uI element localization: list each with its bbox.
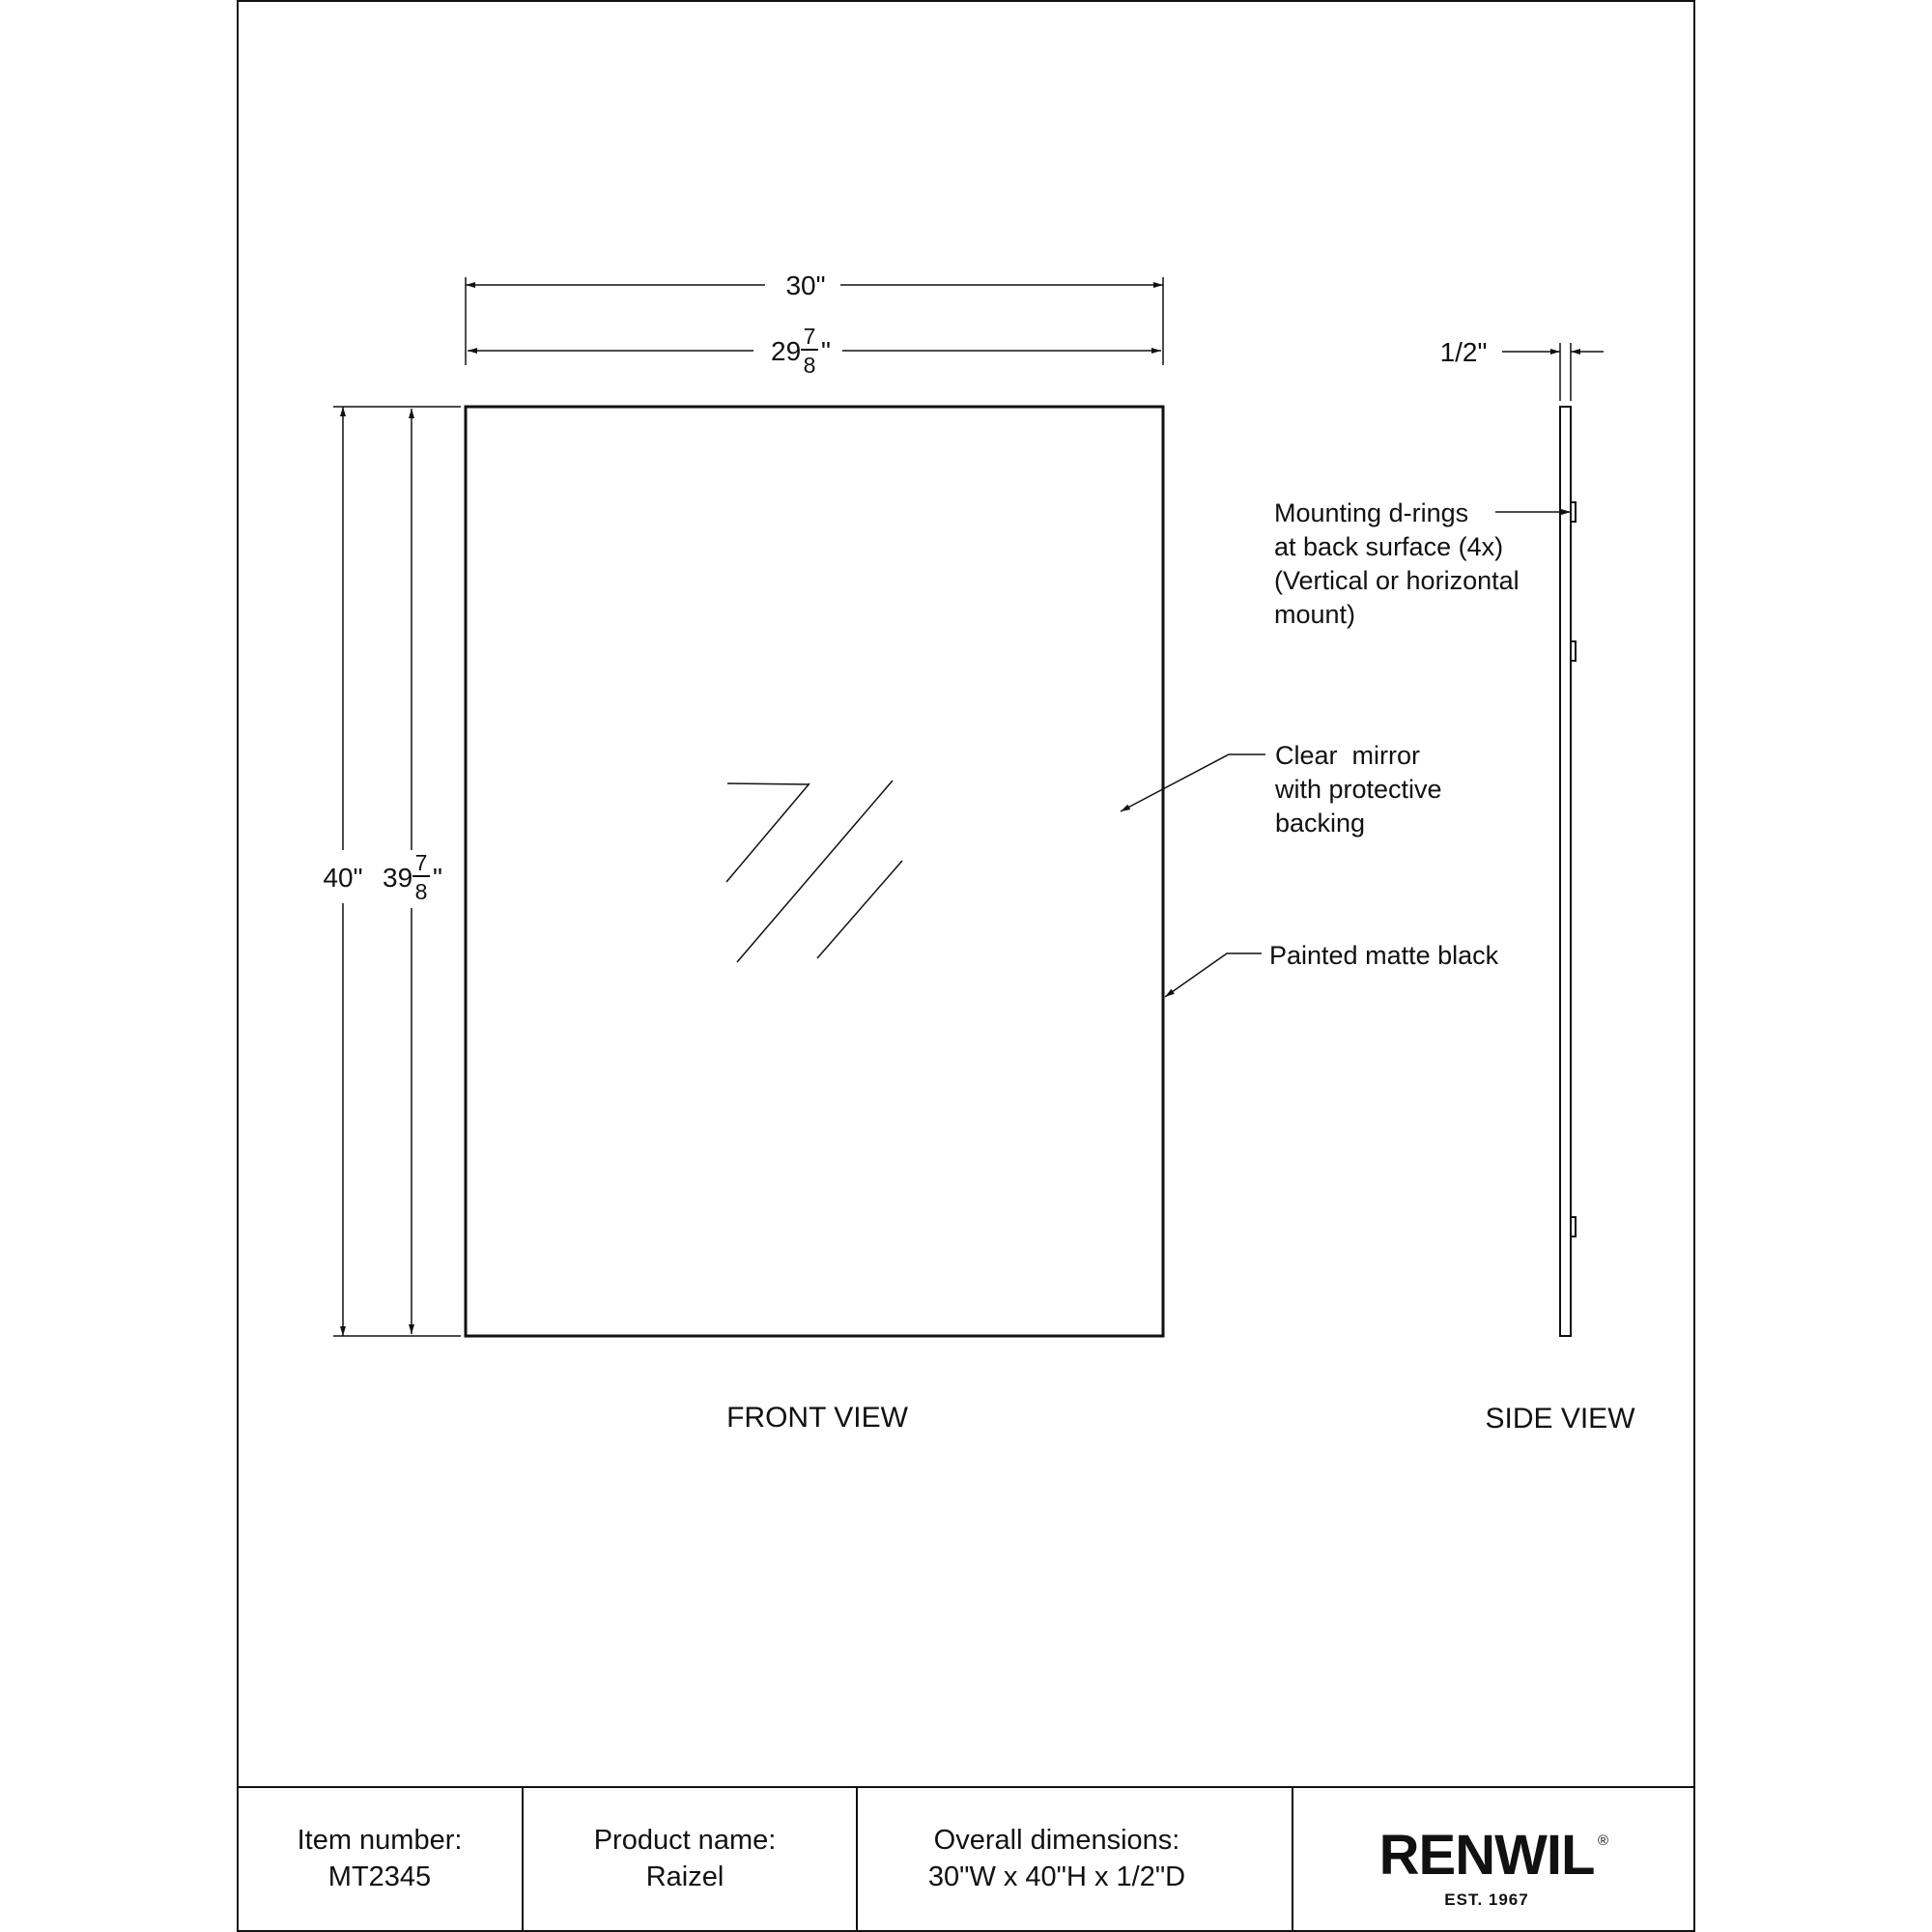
mounting-callout-line-2: at back surface (4x) [1274, 532, 1504, 561]
frame-leader [1165, 953, 1262, 997]
d-ring-1 [1571, 502, 1576, 522]
depth-dimension [1502, 343, 1604, 401]
inner-width-fraction-denominator: 8 [803, 353, 816, 378]
front-view-caption: FRONT VIEW [726, 1402, 908, 1434]
d-ring-2 [1571, 641, 1576, 661]
brand-wordmark: RENWIL [1378, 1824, 1595, 1887]
mounting-callout-line-4: mount) [1274, 600, 1356, 629]
mirror-callout-line-3: backing [1275, 809, 1366, 838]
inner-width-whole: 29 [771, 336, 802, 366]
product-name-label: Product name: [593, 1825, 777, 1856]
item-number-value: MT2345 [327, 1861, 432, 1892]
overall-dimensions-value: 30"W x 40"H x 1/2"D [927, 1861, 1186, 1892]
depth-label: 1/2" [1439, 337, 1488, 367]
inner-width-inch-mark: " [821, 336, 831, 366]
mirror-callout-line-2: with protective [1275, 775, 1442, 804]
glint-line-3 [817, 861, 902, 958]
overall-dimensions-label: Overall dimensions: [933, 1825, 1180, 1856]
mirror-side-outline [1560, 407, 1571, 1336]
inner-height-fraction-numerator: 7 [414, 850, 428, 875]
inner-height-fraction-denominator: 8 [414, 879, 428, 904]
inner-height-inch-mark: " [433, 863, 442, 893]
inner-height-label [381, 850, 442, 908]
glint-line-2 [737, 781, 893, 962]
brand-registered-mark: ® [1598, 1833, 1609, 1849]
outer-width-label: 30" [785, 270, 826, 300]
d-ring-3 [1571, 1217, 1576, 1236]
renwil-logo [1379, 1824, 1608, 1909]
mounting-callout-line-3: (Vertical or horizontal [1274, 566, 1520, 595]
product-name-value: Raizel [645, 1861, 724, 1892]
mirror-leader [1121, 754, 1265, 811]
inner-width-fraction-numerator: 7 [803, 324, 816, 349]
mirror-callout-line-1: Clear mirror [1275, 741, 1421, 770]
inner-height-whole: 39 [383, 863, 413, 893]
glint-line-1 [726, 783, 810, 882]
mounting-callout-line-1: Mounting d-rings [1274, 498, 1469, 527]
item-number-label: Item number: [297, 1825, 463, 1856]
brand-tagline: EST. 1967 [1444, 1890, 1529, 1909]
side-view-caption: SIDE VIEW [1485, 1403, 1635, 1435]
outer-height-label: 40" [323, 863, 363, 893]
inner-width-label [771, 324, 831, 378]
frame-callout-line-1: Painted matte black [1269, 941, 1499, 970]
mirror-glint [727, 783, 809, 784]
